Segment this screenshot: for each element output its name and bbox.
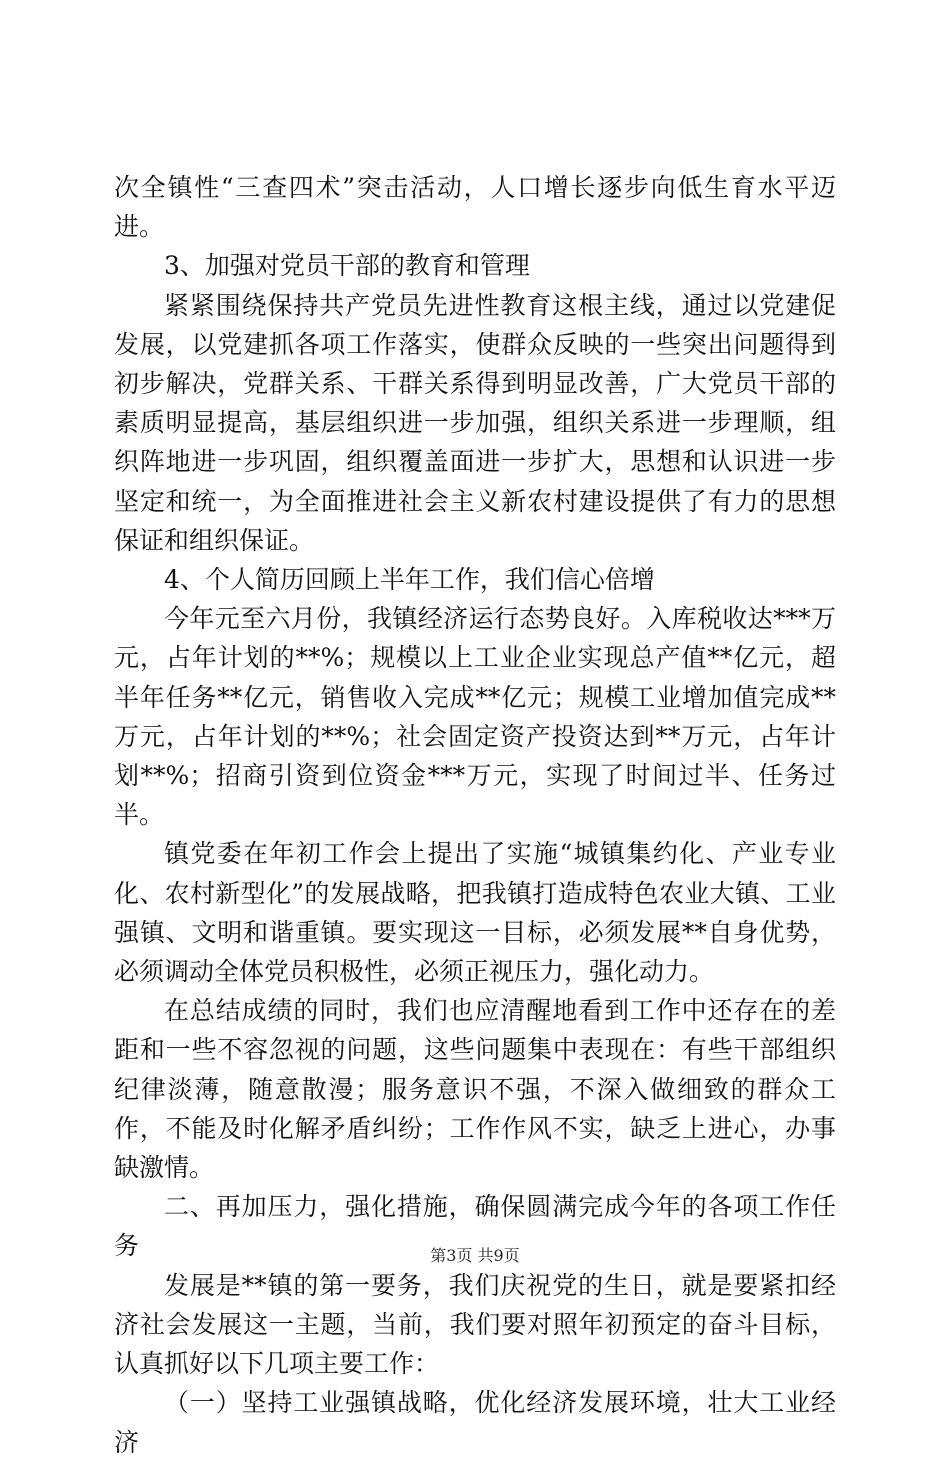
paragraph: 在总结成绩的同时，我们也应清醒地看到工作中还存在的差距和一些不容忽视的问题，这些问题集中表现在：有些干部组织纪律淡薄，随意散漫；服务意识不强，不深入做细致的群众工作，不能及时化解矛盾纠纷；工作作风不实，缺乏上进心，办事缺激情。	[114, 996, 836, 1183]
section-heading: 3、加强对党员干部的教育和管理	[164, 251, 530, 281]
section-heading: 4、个人简历回顾上半年工作，我们信心倍增	[164, 565, 655, 595]
document-body	[114, 168, 836, 1462]
paragraph: 发展是**镇的第一要务，我们庆祝党的生日，就是要紧扣经济社会发展这一主题，当前，我们要对照年初预定的奋斗目标，认真抓好以下几项主要工作：	[114, 1270, 836, 1379]
paragraph: 紧紧围绕保持共产党员先进性教育这根主线，通过以党建促发展，以党建抓各项工作落实，使群众反映的一些突出问题得到初步解决，党群关系、干群关系得到明显改善，广大党员干部的素质明显提高，基层组织进一步加强，组织关系进一步理顺，组织阵地进一步巩固，组织覆盖面进一步扩大，思想和认识进一步坚定和统一，为全面推进社会主义新农村建设提供了有力的思想保证和组织保证。	[114, 290, 836, 555]
section-heading: 二、再加压力，强化措施，确保圆满完成今年的各项工作任务	[114, 1192, 836, 1261]
section-heading: （一）坚持工业强镇战略，优化经济发展环境，壮大工业经济	[114, 1388, 836, 1457]
paragraph: 今年元至六月份，我镇经济运行态势良好。入库税收达***万元，占年计划的**%；规模以上工业企业实现总产值**亿元，超半年任务**亿元，销售收入完成**亿元；规模工业增加值完成**万元，占年计划的**%；社会固定资产投资达到**万元，占年计划**%；招商引资到位资金***万元，实现了时间过半、任务过半。	[114, 604, 836, 830]
page-footer: 第3页 共9页	[430, 1246, 520, 1265]
paragraph: 镇党委在年初工作会上提出了实施“城镇集约化、产业专业化、农村新型化”的发展战略，把我镇打造成特色农业大镇、工业强镇、文明和谐重镇。要实现这一目标，必须发展**自身优势，必须调动全体党员积极性，必须正视压力，强化动力。	[114, 839, 836, 987]
paragraph: 次全镇性“三查四术”突击活动，人口增长逐步向低生育水平迈进。	[114, 173, 836, 242]
